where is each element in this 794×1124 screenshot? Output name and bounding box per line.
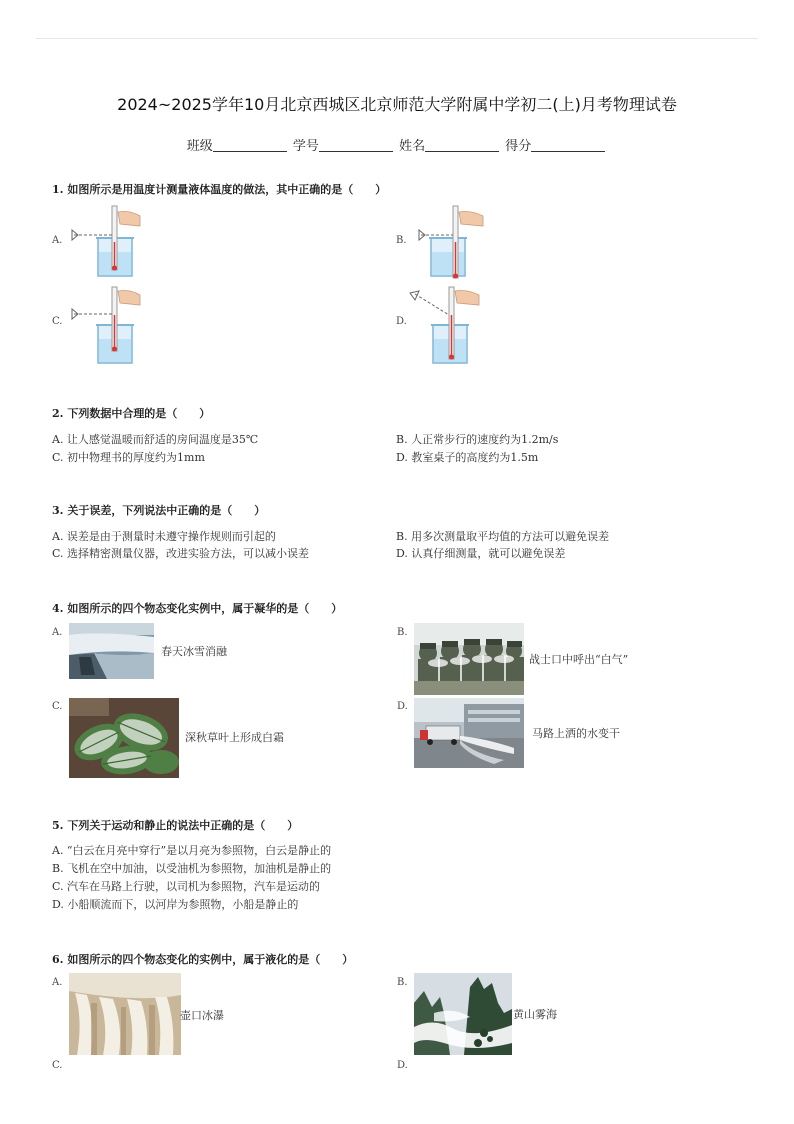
field-number-label: 学号 <box>292 139 319 154</box>
q6-sea-of-clouds-photo <box>414 973 512 1055</box>
q4-caption-a: 春天冰雪消融 <box>161 645 227 658</box>
question-5-stem: 5. 下列关于运动和静止的说法中正确的是（ ） <box>52 819 299 832</box>
q1-option-a-label[interactable]: A. <box>52 235 63 246</box>
q1-option-d-label[interactable]: D. <box>396 316 407 327</box>
q1-thermometer-b-image <box>411 202 491 282</box>
q3-option-a[interactable]: A. 误差是由于测量时未遵守操作规则而引起的 <box>52 530 276 543</box>
field-score-label: 得分 <box>505 139 532 154</box>
q4-frost-leaves-photo <box>69 698 179 778</box>
q5-option-c[interactable]: C. 汽车在马路上行驶，以司机为参照物，汽车是运动的 <box>52 880 321 893</box>
q6-option-a-label[interactable]: A. <box>52 977 63 988</box>
q6-option-d-label[interactable]: D. <box>397 1060 408 1071</box>
q1-thermometer-a-image <box>68 202 148 282</box>
q3-option-b[interactable]: B. 用多次测量取平均值的方法可以避免误差 <box>396 530 610 543</box>
field-class-label: 班级 <box>186 139 213 154</box>
q3-option-c[interactable]: C. 选择精密测量仪器，改进实验方法，可以减小误差 <box>52 547 310 560</box>
question-2-stem: 2. 下列数据中合理的是（ ） <box>52 407 211 420</box>
field-number-blank[interactable] <box>319 139 393 152</box>
q1-thermometer-d-image <box>405 285 489 367</box>
q4-option-b-label[interactable]: B. <box>397 627 408 638</box>
top-rule <box>36 38 758 39</box>
q5-option-a[interactable]: A. “白云在月亮中穿行”是以月亮为参照物，白云是静止的 <box>52 844 332 857</box>
q4-melting-snow-photo <box>69 623 154 679</box>
q2-option-d[interactable]: D. 教室桌子的高度约为1.5m <box>396 451 539 464</box>
q2-option-b[interactable]: B. 人正常步行的速度约为1.2m/s <box>396 433 559 446</box>
q3-option-d[interactable]: D. 认真仔细测量，就可以避免误差 <box>396 547 566 560</box>
q5-option-b[interactable]: B. 飞机在空中加油，以受油机为参照物，加油机是静止的 <box>52 862 332 875</box>
field-class-blank[interactable] <box>213 139 287 152</box>
q4-soldiers-breath-photo <box>414 623 524 695</box>
question-4-stem: 4. 如图所示的四个物态变化实例中，属于凝华的是（ ） <box>52 602 343 615</box>
question-3-stem: 3. 关于误差，下列说法中正确的是（ ） <box>52 504 266 517</box>
q4-sprinkler-truck-photo <box>414 698 524 768</box>
q4-caption-d: 马路上洒的水变干 <box>532 727 620 740</box>
q1-thermometer-c-image <box>68 285 148 367</box>
question-1-stem: 1. 如图所示是用温度计测量液体温度的做法，其中正确的是（ ） <box>52 183 387 196</box>
q1-option-b-label[interactable]: B. <box>396 235 407 246</box>
field-name-label: 姓名 <box>399 139 426 154</box>
q4-caption-b: 战士口中呼出“白气” <box>529 653 629 666</box>
student-info-line <box>0 135 794 154</box>
q6-ice-waterfall-photo <box>69 973 181 1055</box>
question-6-stem: 6. 如图所示的四个物态变化的实例中，属于液化的是（ ） <box>52 953 354 966</box>
q6-option-c-label[interactable]: C. <box>52 1060 63 1071</box>
q6-caption-b: 黄山雾海 <box>513 1008 557 1021</box>
q4-caption-c: 深秋草叶上形成白霜 <box>185 731 284 744</box>
q2-option-a[interactable]: A. 让人感觉温暖而舒适的房间温度是35℃ <box>52 433 259 446</box>
q6-caption-a: 壶口冰瀑 <box>180 1009 224 1022</box>
q4-option-c-label[interactable]: C. <box>52 701 63 712</box>
q4-option-a-label[interactable]: A. <box>52 627 63 638</box>
field-score-blank[interactable] <box>531 139 605 152</box>
field-name-blank[interactable] <box>425 139 499 152</box>
q1-option-c-label[interactable]: C. <box>52 316 63 327</box>
q4-option-d-label[interactable]: D. <box>397 701 408 712</box>
q2-option-c[interactable]: C. 初中物理书的厚度约为1mm <box>52 451 205 464</box>
q6-option-b-label[interactable]: B. <box>397 977 408 988</box>
exam-title: 2024~2025学年10月北京西城区北京师范大学附属中学初二(上)月考物理试卷 <box>117 95 677 114</box>
q5-option-d[interactable]: D. 小船顺流而下，以河岸为参照物，小船是静止的 <box>52 898 299 911</box>
